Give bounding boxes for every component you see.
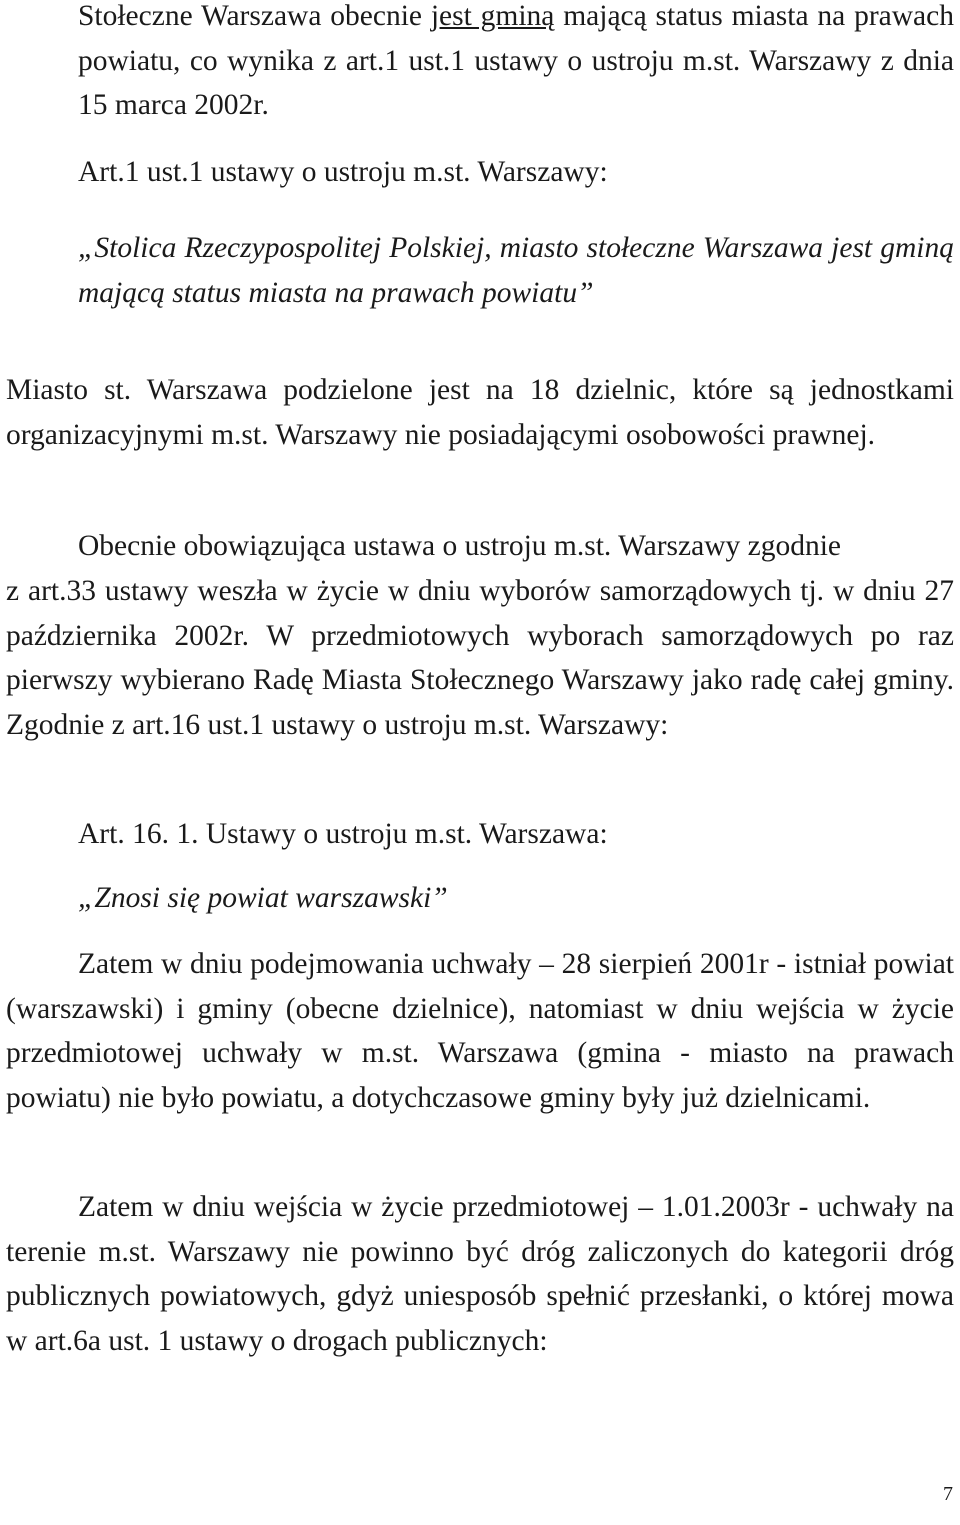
paragraph-1-underlined: jest gminą: [430, 0, 555, 32]
paragraph-districts: Miasto st. Warszawa podzielone jest na 18 dzielnic, które są jednostkami organizacyjnymi m.st. Warszawy nie posiadającymi osobowości prawnej.: [6, 374, 954, 451]
paragraph-1-text-a: Stołeczne Warszawa obecnie: [78, 0, 431, 32]
paragraph-1-text-c: mającą status miasta na prawach powiatu, co wynika z art.1 ust.1 ustawy o ustroju m.st. Warszawy z dnia 15 marca 2002r.: [78, 0, 954, 121]
paragraph-9: Zatem w dniu wejścia w życie przedmiotowej – 1.01.2003r - uchwały na terenie m.st. Warszawy nie powinno być dróg zaliczonych do kategorii dróg publicznych powiatowych, gdyż uniesposób spełnić przesłanki, o której mowa w art.6a ust. 1 ustawy o drogach publicznych:: [6, 1191, 954, 1357]
quote-article-1: „Stolica Rzeczypospolitej Polskiej, miasto stołeczne Warszawa jest gminą mającą status miasta na prawach powiatu”: [78, 232, 954, 309]
paragraph-1: [78, 0, 954, 128]
quote-article-16: „Znosi się powiat warszawski”: [78, 882, 448, 914]
paragraph-5: z art.33 ustawy weszła w życie w dniu wyborów samorządowych tj. w dniu 27 października 2002r. W przedmiotowych wyborach samorządowych po raz pierwszy wybierano Radę Miasta Stołecznego Warszawy jako radę całej gminy. Zgodnie z art.16 ust.1 ustawy o ustroju m.st. Warszawy:: [6, 575, 954, 741]
paragraph-2: Art.1 ust.1 ustawy o ustroju m.st. Warszawy:: [78, 156, 608, 188]
page-number: 7: [943, 1483, 953, 1505]
paragraph-5-first-line: Obecnie obowiązująca ustawa o ustroju m.st. Warszawy zgodnie: [78, 530, 842, 562]
article-16-heading: Art. 16. 1. Ustawy o ustroju m.st. Warszawa:: [78, 818, 608, 850]
paragraph-8: Zatem w dniu podejmowania uchwały – 28 sierpień 2001r - istniał powiat (warszawski) i gminy (obecne dzielnice), natomiast w dniu wejścia w życie przedmiotowej uchwały w m.st. Warszawa (gmina - miasto na prawach powiatu) nie było powiatu, a dotychczasowe gminy były już dzielnicami.: [6, 948, 954, 1114]
